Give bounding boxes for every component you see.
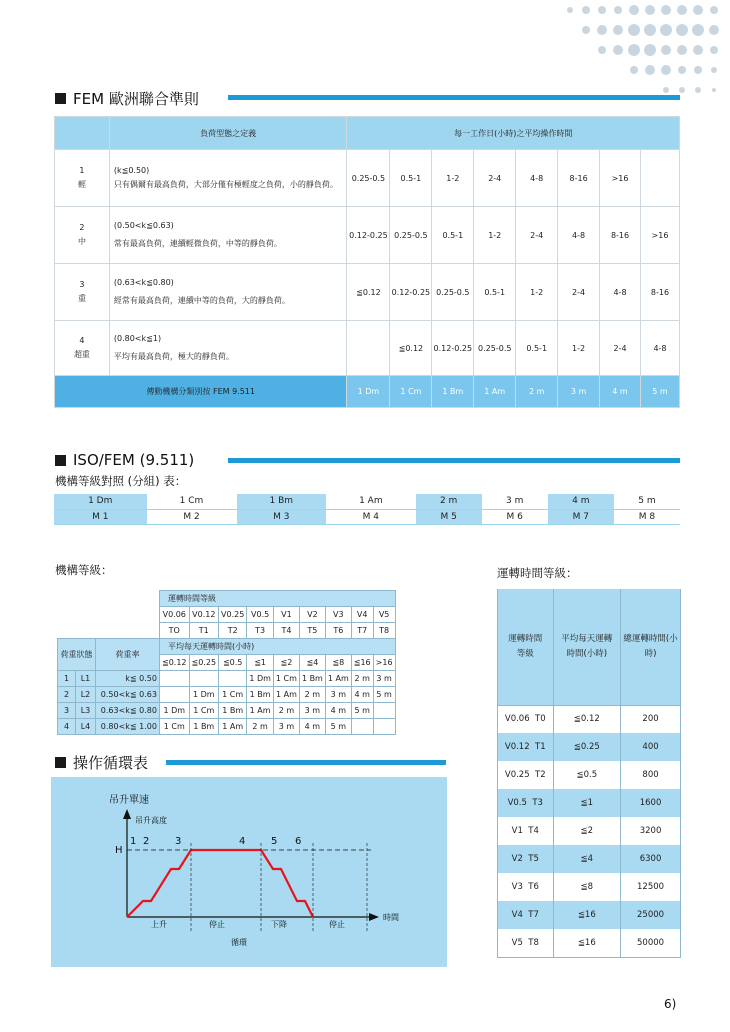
cell: 1 Bm	[189, 719, 219, 735]
class-cell: 2 m	[516, 376, 558, 408]
fem-cell: 1 Am	[326, 494, 416, 509]
row-num: 4	[79, 336, 85, 345]
row-desc: 常有最高負荷，連續輕微負荷，中等的靜負荷。	[113, 239, 282, 248]
row-l: L3	[76, 703, 96, 719]
table-row	[498, 929, 681, 957]
fem-cell: 1 Cm	[147, 494, 237, 509]
section-title: 操作循環表	[73, 754, 149, 772]
table-row	[58, 687, 396, 703]
header-text: 運轉時間等級	[508, 633, 543, 659]
row-desc: 經常有最高負荷，連續中等的負荷，大的靜負荷。	[113, 296, 290, 305]
cell: 0.25-0.5	[347, 150, 390, 207]
total: 800	[621, 761, 681, 789]
cell: 1 Cm	[273, 671, 299, 687]
cell	[160, 671, 190, 687]
bullet-square-icon	[55, 455, 66, 466]
cell: 3 m	[273, 719, 299, 735]
avg-value: ≦4	[299, 655, 325, 671]
avg-value: ≦0.5	[219, 655, 247, 671]
cell: 0.12-0.25	[347, 207, 390, 264]
class-cell: 3 m	[558, 376, 600, 408]
avg-value: >16	[373, 655, 395, 671]
cell	[189, 671, 219, 687]
row-num: 1	[79, 166, 85, 175]
phase-label: 上升	[151, 920, 167, 929]
row-desc: 平均有最高負荷，極大的靜負荷。	[113, 352, 234, 361]
t-class: T0	[535, 714, 546, 725]
header-avg-hours: 每一工作日(小時)之平均操作時間	[347, 117, 680, 150]
row-range: (0.50<k≦0.63)	[113, 221, 174, 230]
cell: 2 m	[351, 671, 373, 687]
iso-cell: M 2	[147, 509, 237, 524]
header-text: 平均每天運轉時間(小時)	[561, 633, 613, 659]
class-cell: 1 Bm	[432, 376, 474, 408]
cell: >16	[600, 150, 641, 207]
v-class: V0.06	[160, 607, 190, 623]
point-label: 3	[175, 836, 182, 847]
cell: 0.25-0.5	[390, 207, 432, 264]
total: 12500	[621, 873, 681, 901]
cycle-panel	[51, 777, 447, 967]
iso-cell: M 6	[482, 509, 548, 524]
v-class: V2	[299, 607, 325, 623]
avg-value: ≦1	[247, 655, 274, 671]
t-class: T6	[325, 623, 351, 639]
header-rule	[228, 458, 680, 463]
class-cell: 1 Am	[474, 376, 516, 408]
t-class: T7	[351, 623, 373, 639]
cell: 3 m	[325, 687, 351, 703]
table-row	[498, 705, 681, 733]
table-row	[498, 845, 681, 873]
table-row	[55, 207, 680, 264]
cell: 1 Am	[247, 703, 274, 719]
fem-cell: 5 m	[614, 494, 680, 509]
v-class: V0.06	[504, 714, 530, 725]
row-num: 4	[58, 719, 76, 735]
diagram-title: 吊升單速	[109, 795, 149, 806]
run-class-label: 運轉時間等級	[160, 591, 396, 607]
header-rule	[166, 760, 446, 765]
avg: ≦4	[553, 845, 621, 873]
table-row	[58, 671, 396, 687]
t-class: T4	[273, 623, 299, 639]
avg: ≦1	[553, 789, 621, 817]
t-class: T1	[535, 742, 546, 752]
table-row	[58, 719, 396, 735]
t-class: T6	[528, 882, 539, 892]
runtime-header-class	[498, 589, 554, 705]
row-num: 3	[79, 280, 85, 289]
cell	[219, 671, 247, 687]
t-class: TO	[160, 623, 190, 639]
cell: 8-16	[558, 150, 600, 207]
header-rule	[228, 95, 680, 100]
table-row	[54, 494, 680, 509]
class-cell: 1 Dm	[347, 376, 390, 408]
cell: >16	[640, 207, 679, 264]
v-class: V0.5	[247, 607, 274, 623]
cell: 5 m	[325, 719, 351, 735]
row-num: 2	[79, 223, 85, 232]
t-class: T2	[535, 770, 546, 780]
row-range: (k≦0.50)	[113, 166, 150, 175]
avg: ≦8	[553, 873, 621, 901]
fem-cell: 1 Bm	[237, 494, 327, 509]
iso-cell: M 1	[54, 509, 147, 524]
point-label: 5	[271, 836, 278, 847]
t-class: T7	[528, 910, 539, 920]
cell: 2-4	[516, 207, 558, 264]
row-num: 3	[58, 703, 76, 719]
t-class: T4	[528, 826, 539, 836]
iso-cell: M 3	[237, 509, 327, 524]
total: 3200	[621, 817, 681, 845]
row-num: 1	[58, 671, 76, 687]
avg-value: ≦2	[273, 655, 299, 671]
cell: 1 Bm	[299, 671, 325, 687]
point-label: 2	[143, 836, 150, 847]
row-name: 超重	[73, 350, 90, 359]
iso-subtitle: 機構等級對照 (分組) 表：	[55, 474, 187, 488]
point-label: 4	[239, 836, 246, 847]
table-row	[498, 733, 681, 761]
runtime-title: 運轉時間等級：	[497, 566, 578, 580]
mech-table	[57, 590, 396, 735]
cell: 1 Bm	[219, 703, 247, 719]
avg-value: ≦0.25	[189, 655, 219, 671]
cell: 4 m	[351, 687, 373, 703]
table-row	[54, 509, 680, 524]
cell: 4-8	[516, 150, 558, 207]
phase-label: 停止	[329, 920, 345, 929]
table-footer	[55, 376, 680, 408]
watermark-line: bb spxko spxzy	[0, 980, 116, 998]
row-k: 0.80<k≦ 1.00	[96, 719, 160, 735]
avg-label: 平均每天運轉時間(小時)	[160, 639, 396, 655]
point-label: 1	[130, 836, 137, 847]
t-class: T8	[373, 623, 395, 639]
runtime-header-avg	[553, 589, 621, 705]
iso-cell: M 8	[614, 509, 680, 524]
v-class: V0.12	[504, 742, 530, 752]
table-row	[55, 321, 680, 376]
v-class: V0.25	[219, 607, 247, 623]
avg: ≦0.5	[553, 761, 621, 789]
x-axis-label: 時間	[383, 913, 399, 922]
load-state-header: 荷重狀態	[58, 639, 96, 671]
cell: 2 m	[273, 703, 299, 719]
cell: 5 m	[351, 703, 373, 719]
avg: ≦2	[553, 817, 621, 845]
cell: 8-16	[640, 264, 679, 321]
row-k: 0.63<k≦ 0.80	[96, 703, 160, 719]
row-name: 輕	[77, 180, 86, 189]
mech-title: 機構等級：	[55, 563, 113, 577]
cell: 0.25-0.5	[474, 321, 516, 376]
avg-value: ≦0.12	[160, 655, 190, 671]
cell: 1 Am	[325, 671, 351, 687]
cell: 0.25-0.5	[432, 264, 474, 321]
section-fem-header	[55, 88, 199, 109]
table-row	[498, 817, 681, 845]
y-axis-arrow-icon	[123, 809, 131, 819]
row-num: 2	[58, 687, 76, 703]
cell: 0.5-1	[432, 207, 474, 264]
t-class: T5	[299, 623, 325, 639]
iso-cell: M 7	[548, 509, 614, 524]
table-row	[498, 789, 681, 817]
bullet-square-icon	[55, 757, 66, 768]
class-cell: 1 Cm	[390, 376, 432, 408]
header-text: 總運轉時間(小時)	[623, 633, 678, 659]
cell: 8-16	[600, 207, 641, 264]
section-iso-header	[55, 451, 194, 469]
v-class: V5	[511, 937, 523, 948]
cell: 0.12-0.25	[432, 321, 474, 376]
cell: 0.12-0.25	[390, 264, 432, 321]
row-l: L1	[76, 671, 96, 687]
runtime-table	[497, 589, 681, 958]
cell	[373, 719, 395, 735]
t-class: T1	[189, 623, 219, 639]
cell: 0.5-1	[516, 321, 558, 376]
cycle-label: 循環	[231, 938, 247, 947]
cell: 1-2	[432, 150, 474, 207]
v-class: V1	[273, 607, 299, 623]
cell: 1-2	[558, 321, 600, 376]
phase-label: 下降	[271, 920, 287, 929]
v-class: V0.5	[507, 798, 527, 808]
avg-value: ≦16	[351, 655, 373, 671]
total: 50000	[621, 929, 681, 957]
cell: 0.5-1	[474, 264, 516, 321]
cell	[351, 719, 373, 735]
watermark-line: ollp llu	[0, 958, 50, 976]
fem-cell: 2 m	[416, 494, 482, 509]
cell: 1 Am	[219, 719, 247, 735]
cell: 5 m	[373, 687, 395, 703]
iso-cell: M 5	[416, 509, 482, 524]
total: 1600	[621, 789, 681, 817]
cell: 0.5-1	[390, 150, 432, 207]
cell: 1 Bm	[247, 687, 274, 703]
cell	[347, 321, 390, 376]
fem-cell: 4 m	[548, 494, 614, 509]
cell: 4 m	[325, 703, 351, 719]
total: 25000	[621, 901, 681, 929]
section-cycle-header	[55, 752, 148, 773]
load-rate-header: 荷重率	[96, 639, 160, 671]
cell: 1-2	[516, 264, 558, 321]
bullet-square-icon	[55, 93, 66, 104]
total: 6300	[621, 845, 681, 873]
cell: 1 Cm	[219, 687, 247, 703]
page-number: 6)	[664, 997, 677, 1011]
cell: 4-8	[558, 207, 600, 264]
row-l: L4	[76, 719, 96, 735]
cell: 1 Dm	[189, 687, 219, 703]
cell: 1 Am	[273, 687, 299, 703]
total: 400	[621, 733, 681, 761]
cell: 1 Dm	[160, 703, 190, 719]
cell: 2 m	[247, 719, 274, 735]
v-class: V5	[373, 607, 395, 623]
table-row	[498, 901, 681, 929]
decorative-dots	[530, 0, 730, 110]
watermark-line: ogling	[0, 1005, 47, 1023]
fem-cell: 1 Dm	[54, 494, 147, 509]
h-label: H	[115, 845, 123, 856]
v-class: V3	[325, 607, 351, 623]
cell	[160, 687, 190, 703]
avg: ≦0.25	[553, 733, 621, 761]
cell: ≦0.12	[390, 321, 432, 376]
cell: 2 m	[299, 687, 325, 703]
cycle-curve	[127, 850, 313, 917]
v-class: V4	[511, 910, 523, 920]
avg: ≦16	[553, 901, 621, 929]
table-row	[55, 264, 680, 321]
table-row	[58, 703, 396, 719]
y-axis-label: 吊升高度	[135, 816, 167, 825]
avg: ≦16	[553, 929, 621, 957]
cell: 1 Dm	[247, 671, 274, 687]
cell: 1 Cm	[160, 719, 190, 735]
v-class: V0.12	[189, 607, 219, 623]
avg: ≦0.12	[553, 705, 621, 733]
row-name: 重	[77, 294, 86, 303]
x-axis-arrow-icon	[369, 913, 379, 921]
cell: 3 m	[299, 703, 325, 719]
cell: 4 m	[299, 719, 325, 735]
section-title: ISO/FEM (9.511)	[73, 451, 195, 469]
cell: 3 m	[373, 671, 395, 687]
t-class: T2	[219, 623, 247, 639]
runtime-header-total	[621, 589, 681, 705]
iso-cell: M 4	[326, 509, 416, 524]
cell: 2-4	[600, 321, 641, 376]
cell: 4-8	[600, 264, 641, 321]
row-k: k≦ 0.50	[96, 671, 160, 687]
row-range: (0.63<k≦0.80)	[113, 278, 174, 287]
cycle-diagram	[51, 777, 447, 967]
row-desc: 只有偶爾有最高負荷，大部分僅有極輕度之負荷，小的靜負荷。	[113, 180, 338, 189]
fem-cell: 3 m	[482, 494, 548, 509]
table-row	[55, 150, 680, 207]
cell: 1-2	[474, 207, 516, 264]
avg-value: ≦8	[325, 655, 351, 671]
v-class: V2	[511, 854, 523, 864]
cell: 2-4	[558, 264, 600, 321]
row-range: (0.80<k≦1)	[113, 334, 162, 343]
class-cell: 4 m	[600, 376, 641, 408]
footer-label: 傳動機構分類別按 FEM 9.511	[55, 376, 347, 408]
t-class: T3	[532, 798, 543, 808]
v-class: V0.25	[504, 770, 530, 780]
cell: ≦0.12	[347, 264, 390, 321]
t-class: T3	[247, 623, 274, 639]
total: 200	[621, 705, 681, 733]
row-name: 中	[77, 237, 86, 246]
cell	[640, 150, 679, 207]
section-title: FEM 歐洲聯合準則	[73, 90, 199, 108]
t-class: T5	[528, 854, 539, 864]
iso-table	[54, 494, 680, 525]
fem-table	[54, 116, 680, 408]
row-l: L2	[76, 687, 96, 703]
blank	[58, 591, 160, 639]
cell: 1 Cm	[189, 703, 219, 719]
phase-label: 停止	[209, 920, 225, 929]
header-load-type: 負荷型態之定義	[109, 117, 347, 150]
row-k: 0.50<k≦ 0.63	[96, 687, 160, 703]
cell	[373, 703, 395, 719]
cell: 2-4	[474, 150, 516, 207]
v-class: V1	[511, 826, 523, 836]
t-class: T8	[528, 937, 539, 948]
v-class: V3	[511, 882, 523, 892]
class-cell: 5 m	[640, 376, 679, 408]
cell: 4-8	[640, 321, 679, 376]
v-class: V4	[351, 607, 373, 623]
header-blank	[55, 117, 110, 150]
table-row	[498, 761, 681, 789]
point-label: 6	[295, 836, 302, 847]
table-row	[498, 873, 681, 901]
